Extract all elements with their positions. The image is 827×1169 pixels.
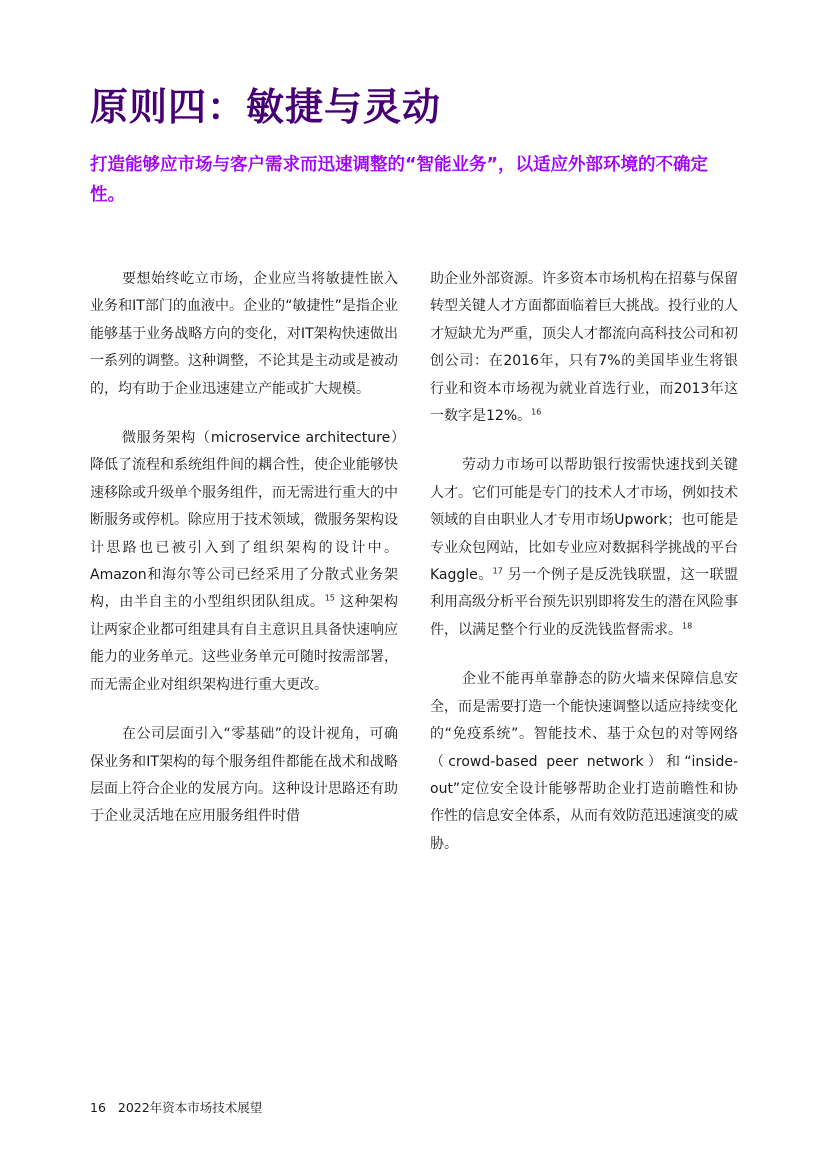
page-title: 原则四：敏捷与灵动 <box>90 85 442 129</box>
paragraph-text: 劳动力市场可以帮助银行按需快速找到关键人才。它们可能是专门的技术人才市场，例如技术领域的自由职业人才专用市场Upwork；也可能是专业众包网站，比如专业应对数据科学挑战的平台Kaggle。 <box>430 457 738 584</box>
paragraph-text: 在公司层面引入“零基础”的设计视角，可确保业务和IT架构的每个服务组件都能在战术和战略层面上符合企业的发展方向。这种设计思路还有助于企业灵活地在应用服务组件时借 <box>90 726 398 825</box>
paragraph-text-continued: 这种架构让两家企业都可组建具有自主意识且具备快速响应能力的业务单元。这些业务单元可随时按需部署，而无需企业对组织架构进行重大更改。 <box>90 594 398 693</box>
page-footer <box>90 1098 262 1116</box>
publication-title: 2022年资本市场技术展望 <box>117 1100 263 1115</box>
left-column <box>90 266 398 853</box>
page-subtitle: 打造能够应市场与客户需求而迅速调整的“智能业务”，以适应外部环境的不确定性。 <box>90 155 709 205</box>
paragraph-security <box>430 666 738 858</box>
paragraph-text-continued: 另一个例子是反洗钱联盟，这一联盟利用高级分析平台预先识别即将发生的潜在风险事件，以满足整个行业的反洗钱监督需求。 <box>430 567 738 638</box>
footnote-ref-17: 17 <box>492 566 503 576</box>
right-column <box>430 266 738 880</box>
paragraph-zero-based <box>90 721 398 831</box>
paragraph-talent <box>430 266 738 430</box>
paragraph-labor-market <box>430 452 738 644</box>
footnote-ref-15: 15 <box>324 593 335 603</box>
paragraph-text: 要想始终屹立市场，企业应当将敏捷性嵌入业务和IT部门的血液中。企业的“敏捷性”是指企业能够基于业务战略方向的变化，对IT架构快速做出一系列的调整。这种调整，不论其是主动或是被动的，均有助于企业迅速建立产能或扩大规模。 <box>90 271 398 397</box>
footnote-ref-16: 16 <box>531 407 542 417</box>
footnote-ref-18: 18 <box>682 621 693 631</box>
paragraph-agility <box>90 266 398 403</box>
paragraph-microservices <box>90 425 398 699</box>
paragraph-text: 企业不能再单靠静态的防火墙来保障信息安全，而是需要打造一个能快速调整以适应持续变化的“免疫系统”。智能技术、基于众包的对等网络（crowd-based peer network）和“inside-out”定位安全设计能够帮助企业打造前瞻性和协作性的信息安全体系，从而有效防范迅速演变的威胁。 <box>430 671 738 852</box>
paragraph-text: 助企业外部资源。许多资本市场机构在招募与保留转型关键人才方面都面临着巨大挑战。投行业的人才短缺尤为严重，顶尖人才都流向高科技公司和初创公司：在2016年，只有7%的美国毕业生将银行业和资本市场视为就业首选行业，而2013年这一数字是12%。 <box>430 271 738 425</box>
paragraph-text: 微服务架构（microservice architecture）降低了流程和系统组件间的耦合性，使企业能够快速移除或升级单个服务组件，而无需进行重大的中断服务或停机。除应用于技术领域，微服务架构设计思路也已被引入到了组织架构的设计中。Amazon和海尔等公司已经采用了分散式业务架构，由半自主的小型组织团队组成。 <box>90 430 398 611</box>
page-number: 16 <box>90 1100 106 1115</box>
